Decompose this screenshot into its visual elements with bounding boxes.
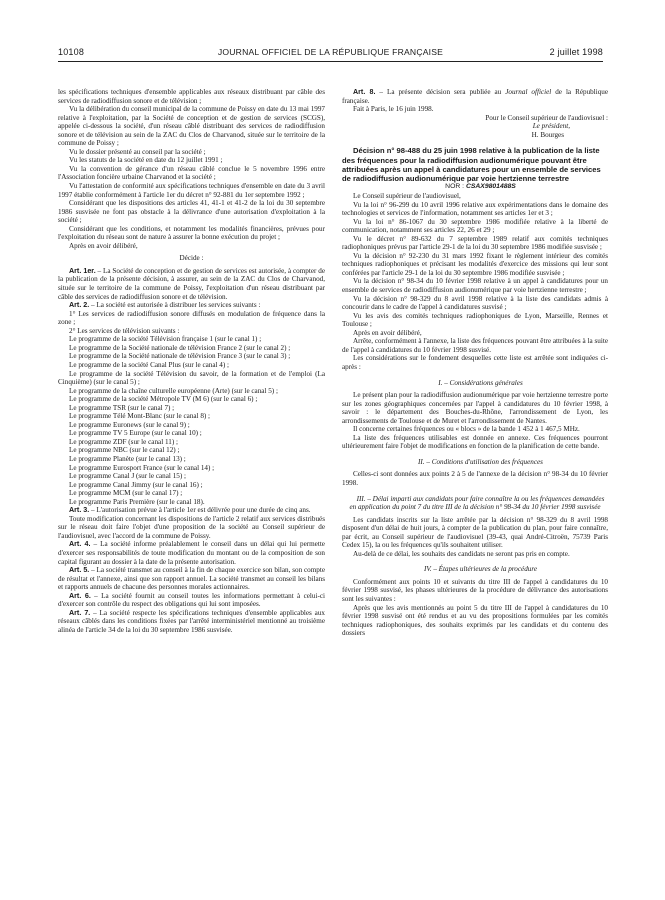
- paragraph: Les considérations sur le fondement desquelles cette liste est arrêtée sont indiquées ci-après :: [342, 354, 608, 371]
- section-heading: IV. – Étapes ultérieures de la procédure: [423, 565, 538, 574]
- journal-title: JOURNAL OFFICIEL DE LA RÉPUBLIQUE FRANÇAISE: [217, 47, 444, 57]
- list-item: 1° Les services de radiodiffusion sonore diffusés en modulation de fréquence dans la zone ;: [58, 309, 325, 327]
- paragraph: Vu la décision n° 92-230 du 31 mars 1992 fixant le règlement intérieur des comités techniques radiophoniques et précisant les modalités d'exercice des missions qui leur sont conférées par l'article 29-1 de la loi du 30 septembre 1986 modifiée susvisée ;: [342, 251, 608, 277]
- article-label: Art. 8.: [353, 88, 376, 96]
- paragraph: Arrête, conformément à l'annexe, la liste des fréquences pouvant être attribuées à la suite de l'appel à candidatures du 10 février 1998 susvisé.: [342, 337, 608, 354]
- list-item: Le programme Planète (sur le canal 13) ;: [69, 454, 186, 463]
- list-item: Le programme TSR (sur le canal 7) ;: [69, 403, 175, 412]
- paragraph: les spécifications techniques d'ensemble applicables aux réseaux distribuant par câble des services de radiodiffusion sonore et de télévision ;: [58, 88, 325, 105]
- list-item: Le programme MCM (sur le canal 17) ;: [69, 489, 183, 498]
- article-label: Art. 2.: [69, 301, 90, 310]
- paragraph: Conformément aux points 10 et suivants du titre III de l'appel à candidatures du 10 février 1998 susvisé, les phases ultérieures de la procédure de délivrance des autorisations sont les suivantes :: [342, 577, 608, 603]
- list-item: Le programme de la société Télévision française 1 (sur le canal 1) ;: [69, 335, 262, 344]
- article-label: Art. 3.: [69, 506, 90, 515]
- list-item: Le programme de la chaîne culturelle européenne (Arte) (sur le canal 5) ;: [69, 386, 278, 395]
- list-item: Le programme ZDF (sur le canal 11) ;: [69, 437, 178, 446]
- paragraph: Vu la convention de gérance d'un réseau câblé conclue le 5 novembre 1996 entre l'Association foncière urbaine Charvanod et la société ;: [58, 164, 325, 182]
- paragraph: Vu les statuts de la société en date du 12 juillet 1991 ;: [69, 156, 223, 165]
- article-7: Art. 7. – La société respecte les spécifications techniques d'ensemble applicables aux réseaux câblés dans les conditions fixées par l'arrêté interministériel mentionné au troisième alinéa de l'article 34 de la loi du 30 septembre 1986 susvisée.: [58, 608, 325, 634]
- paragraph: Le présent plan pour la radiodiffusion audionumérique par voie hertzienne terrestre porte sur les zones géographiques concernées par l'appel à candidatures du 10 février 1998, à savoir : le département des Bouches-du-Rhône, l'arrondissement de Lyon, les arrondissements de Toulouse et de Muret et l'arrondissement de Nantes.: [342, 391, 608, 425]
- article-1: Art. 1er. – La Société de conception et de gestion de services est autorisée, à compter de la publication de la présente décision, à assurer, au sein de la ZAC du Clos de Charvanod, située sur le territoire de la commune de Poissy, l'exploitation d'un réseau distribuant par câble des services de radiodiffusion sonore et de télévision.: [58, 266, 325, 301]
- paragraph: Au-delà de ce délai, les souhaits des candidats ne seront pas pris en compte.: [353, 549, 570, 558]
- paragraph: Considérant que les dispositions des articles 41, 41-1 et 41-2 de la loi du 30 septembre 1986 susvisée ne font pas obstacle à la délivrance d'une autorisation d'exploitation à la société ;: [58, 199, 325, 225]
- paragraph: Vu les avis des comités techniques radiophoniques de Lyon, Marseille, Rennes et Toulouse ;: [342, 311, 608, 329]
- paragraph: Il concerne certaines fréquences ou « blocs » de la bande 1 452 à 1 467,5 MHz.: [353, 425, 580, 434]
- article-label: Art. 1er.: [69, 266, 96, 275]
- paragraph: Vu la loi n° 96-299 du 10 avril 1996 relative aux expérimentations dans le domaine des technologies et services de l'information, notamment ses articles 1er et 3 ;: [342, 200, 608, 218]
- list-item: Le programme de la Société nationale de télévision France 3 (sur le canal 3) ;: [69, 352, 291, 361]
- article-6: Art. 6. – La société fournit au conseil toutes les informations permettant à celui-ci d'exercer son contrôle du respect des obligations qui lui sont imposées.: [58, 591, 325, 609]
- paragraph: Vu la décision n° 98-329 du 8 avril 1998 relative à la liste des candidats admis à concourir dans le cadre de l'appel à candidatures susvisé ;: [342, 294, 608, 312]
- paragraph: Après en avoir délibéré,: [353, 328, 422, 337]
- list-item: 2° Les services de télévision suivants :: [69, 326, 180, 335]
- list-item: Le programme Canal J (sur le canal 15) ;: [69, 472, 186, 481]
- nor-reference: NOR : CSAX9801488S: [445, 183, 516, 191]
- list-item: Le programme Paris Première (sur le canal 18).: [69, 497, 205, 506]
- list-item: Le programme NBC (sur le canal 12) ;: [69, 446, 180, 455]
- paragraph: La liste des fréquences utilisables est donnée en annexe. Ces fréquences pourront ultérieurement faire l'objet de modifications en fonction de la planification de cette bande.: [342, 433, 608, 451]
- article-8: Art. 8. – La présente décision sera publiée au Journal officiel de la République française.: [342, 88, 608, 105]
- signature-for: Pour le Conseil supérieur de l'audiovisuel :: [485, 113, 608, 122]
- paragraph: Vu le décret n° 89-632 du 7 septembre 1989 relatif aux comités techniques radiophoniques prévus par l'article 29-1 de la loi du 30 septembre 1986 modifiée susvisée ;: [342, 234, 608, 252]
- paragraph: Vu la décision n° 98-34 du 10 février 1998 relative à un appel à candidatures pour un ensemble de services de radiodiffusion audionumérique par voie hertzienne terrestre ;: [342, 277, 608, 295]
- paragraph: Vu la délibération du conseil municipal de la commune de Poissy en date du 13 mai 1997 relative à l'exploitation, par la Société de conception et de gestion de services (SCGS), appelée ci-dessous la société, d'un réseau câblé distribuant des services de radiodiffusion sonore et de télévision au sein de la ZAC du Clos de Charvanod, située sur le territoire de la commune de Poissy ;: [58, 105, 325, 148]
- paragraph: Le Conseil supérieur de l'audiovisuel,: [353, 192, 461, 201]
- publication-date: 2 juillet 1998: [549, 47, 603, 57]
- paragraph: Après en avoir délibéré,: [69, 241, 138, 250]
- article-4: Art. 4. – La société informe préalablement le conseil dans un délai qui lui permette d'exercer ses responsabilités de toute modification du montant ou de la composition de son capital figurant au dossier à la date de la présente autorisation.: [58, 540, 325, 566]
- article-2: Art. 2. – La société est autorisée à distribuer les services suivants :: [69, 301, 261, 310]
- paragraph: Vu la loi n° 86-1067 du 30 septembre 1986 modifiée relative à la liberté de communication, notamment ses articles 22, 26 et 29 ;: [342, 217, 608, 235]
- list-item: Le programme Eurosport France (sur le canal 14) ;: [69, 463, 215, 472]
- article-5: Art. 5. – La société transmet au conseil à la fin de chaque exercice son bilan, son compte de résultat et l'annexe, ainsi que son rapport annuel. La société transmet au conseil les bilans et rapports annuels de chacune des personnes morales actionnaires.: [58, 566, 325, 592]
- done-at: Fait à Paris, le 16 juin 1998.: [353, 105, 434, 114]
- left-column: [58, 88, 325, 634]
- paragraph: Celles-ci sont données aux points 2 à 5 de l'annexe de la décision n° 98-34 du 10 février 1998.: [342, 470, 608, 487]
- right-column: [342, 88, 608, 638]
- article-3: Art. 3. – L'autorisation prévue à l'article 1er est délivrée pour une durée de cinq ans.: [69, 506, 311, 515]
- header-rule: [58, 61, 603, 62]
- list-item: Le programme Télé Mont-Blanc (sur le canal 8) ;: [69, 412, 211, 421]
- page-number: 10108: [58, 47, 85, 57]
- list-item: Le programme Euronews (sur le canal 9) ;: [69, 420, 190, 429]
- list-item: Le programme de la société Télévision du savoir, de la formation et de l'emploi (La Cinquième) (sur le canal 5) ;: [58, 369, 325, 387]
- article-label: Art. 7.: [69, 608, 91, 617]
- list-item: Le programme de la Société nationale de télévision France 2 (sur le canal 2) ;: [69, 343, 291, 352]
- paragraph: Vu l'attestation de conformité aux spécifications techniques d'ensemble en date du 3 avril 1997 établie conformément à l'article 1er du décret n° 92-881 du 1er septembre 1992 ;: [58, 182, 325, 199]
- signature-name: H. Bourges: [531, 130, 564, 139]
- article-label: Art. 6.: [69, 591, 91, 600]
- list-item: Le programme de la société Métropole TV (M 6) (sur le canal 6) ;: [69, 395, 258, 404]
- section-heading: III. – Délai imparti aux candidats pour faire connaître la ou les fréquences demandées en application du point 7 du titre III de la décision n° 98-34 du 10 février 1998 susvisée: [349, 494, 605, 512]
- decide-heading: Décide :: [179, 254, 204, 263]
- list-item: Le programme de la société Canal Plus (sur le canal 4) ;: [69, 360, 230, 369]
- page-header: [58, 47, 603, 61]
- article-label: Art. 5.: [69, 566, 90, 575]
- paragraph: Après que les avis mentionnés au point 5 du titre III de l'appel à candidatures du 10 février 1998 susvisé ont été rendus et au vu des propositions formulées par les comités techniques radiophoniques, des souhaits exprimés par les candidats et du contenu des dossiers: [342, 603, 608, 638]
- signature-title: Le président,: [532, 122, 570, 131]
- decision-title: Décision n° 98-488 du 25 juin 1998 relative à la publication de la liste des fréquences pour la radiodiffusion audionumérique pouvant être attribuées après un appel à candidatures pour un ensemble de services de radiodiffusion audionumérique par voie hertzienne terrestre: [342, 146, 601, 184]
- paragraph: Toute modification concernant les dispositions de l'article 2 relatif aux services distribués sur le réseau doit faire l'objet d'une proposition de la société au Conseil supérieur de l'audiovisuel, avec l'accord de la commune de Poissy.: [58, 514, 325, 540]
- paragraph: Les candidats inscrits sur la liste arrêtée par la décision n° 98-329 du 8 avril 1998 disposent d'un délai de huit jours, à compter de la publication du plan, pour faire connaître, par écrit, au Conseil supérieur de l'audiovisuel (39-43, quai André-Citroën, 75739 Paris Cedex 15), la ou les fréquences qu'ils souhaitent utiliser.: [342, 515, 608, 550]
- list-item: Le programme Canal Jimmy (sur le canal 16) ;: [69, 480, 203, 489]
- section-heading: I. – Considérations générales: [438, 378, 523, 387]
- paragraph: Considérant que les conditions, et notamment les modalités financières, prévues pour l'exploitation du réseau sont de nature à assurer la bonne exécution du projet ;: [58, 224, 325, 242]
- article-label: Art. 4.: [69, 540, 91, 549]
- paragraph: Vu le dossier présenté au conseil par la société ;: [69, 147, 206, 156]
- list-item: Le programme TV 5 Europe (sur le canal 10) ;: [69, 429, 202, 438]
- section-heading: II. – Conditions d'utilisation des fréquences: [418, 457, 543, 466]
